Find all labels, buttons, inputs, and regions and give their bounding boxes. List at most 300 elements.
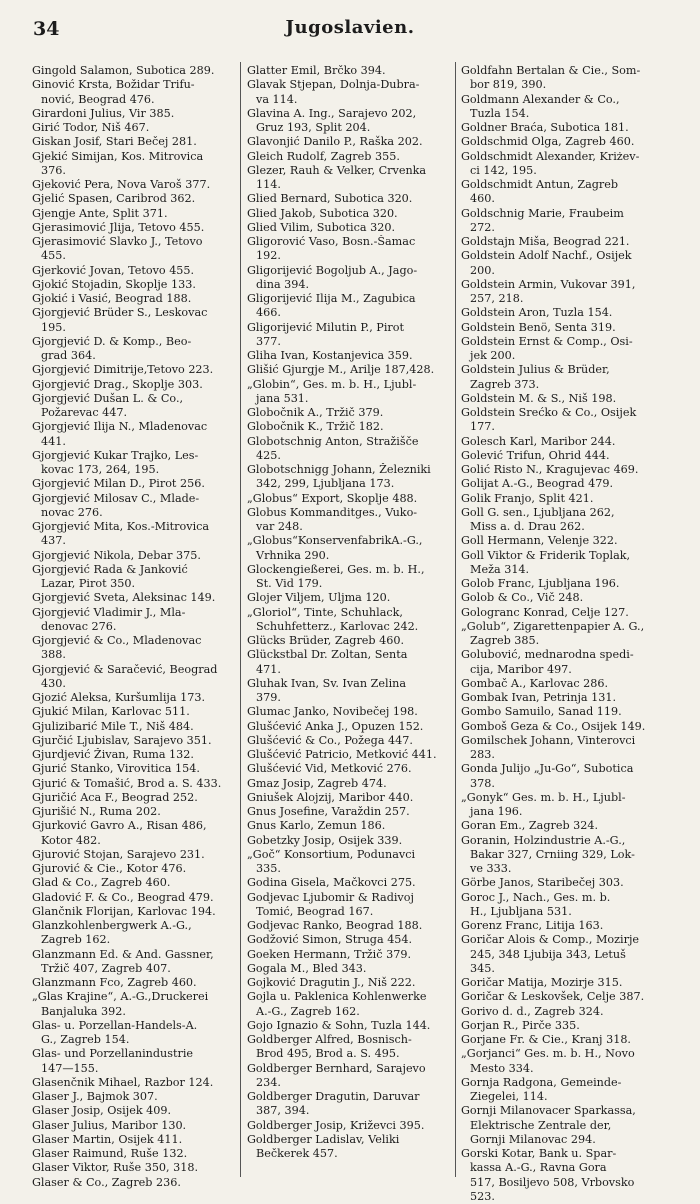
- entry-line: Glumac Janko, Novibečej 198.: [247, 705, 418, 719]
- entry-line: Goričar & Leskovšek, Celje 387.: [461, 990, 645, 1004]
- entry-continuation: 245, 348 Ljubija 343, Letuš: [470, 947, 626, 961]
- entry-line: Gjurović & Cie., Kotor 476.: [32, 862, 187, 875]
- entry-line: Gmaz Josip, Zagreb 474.: [247, 776, 387, 790]
- entry-line: Gjurić & Tomašić, Brod a. S. 433.: [32, 776, 222, 790]
- directory-entry: [247, 1062, 455, 1091]
- entry-line: Gjorgjević & Co., Mladenovac: [32, 634, 202, 647]
- directory-entry: [461, 876, 673, 890]
- entry-line: Gomboš Geza & Co., Osijek 149.: [461, 719, 646, 733]
- entry-line: Girardoni Julius, Vir 385.: [32, 106, 175, 120]
- entry-line: Gjurišić N., Ruma 202.: [32, 805, 161, 818]
- directory-entry: [461, 1104, 673, 1147]
- directory-entry: [32, 520, 240, 549]
- entry-continuation: Elektrische Zentrale der,: [470, 1118, 612, 1132]
- directory-entry: [247, 677, 455, 706]
- directory-entry: [461, 705, 673, 719]
- entry-line: Golić Risto N., Kragujevac 469.: [461, 463, 639, 476]
- entry-line: Gomilschek Johann, Vinterovci: [461, 733, 636, 747]
- entry-line: Glišić Gjurgje M., Arilje 187,428.: [247, 363, 435, 377]
- column-rule: [455, 62, 456, 1177]
- entry-line: Goldstein Benö, Senta 319.: [461, 320, 616, 334]
- entry-line: Gjurović Stojan, Sarajevo 231.: [32, 847, 205, 861]
- directory-column-3: [461, 64, 673, 1204]
- entry-line: Gjukić Milan, Karlovac 511.: [32, 705, 190, 719]
- directory-entry: [461, 477, 673, 491]
- entry-line: Glavonjić Danilo P., Raška 202.: [247, 135, 423, 149]
- entry-line: Gnus Karlo, Zemun 186.: [247, 819, 386, 833]
- entry-line: Gorski Kotar, Bank u. Spar-: [461, 1147, 617, 1160]
- entry-continuation: G., Zagreb 154.: [41, 1033, 130, 1046]
- directory-entry: [247, 1033, 455, 1062]
- entry-continuation: var 248.: [256, 520, 303, 533]
- entry-line: Glaser Martin, Osijek 411.: [32, 1132, 183, 1146]
- entry-continuation: denovac 276.: [41, 619, 117, 633]
- entry-line: Gjengje Ante, Split 371.: [32, 206, 168, 220]
- directory-entry: [461, 135, 673, 149]
- directory-entry: [247, 648, 455, 677]
- entry-continuation: Vrhnika 290.: [256, 548, 330, 562]
- directory-entry: [32, 848, 240, 862]
- entry-continuation: 345.: [470, 961, 495, 975]
- entry-line: Gjuričić Aca F., Beograd 252.: [32, 790, 198, 804]
- directory-entry: [32, 990, 240, 1019]
- entry-continuation: va 114.: [256, 92, 298, 106]
- directory-entry: [461, 335, 673, 364]
- directory-entry: [247, 235, 455, 264]
- entry-line: Glockengießerei, Ges. m. b. H.,: [247, 562, 425, 576]
- directory-entry: [32, 1161, 240, 1175]
- entry-line: Glušćević & Co., Požega 447.: [247, 733, 413, 747]
- entry-line: Goldschmidt Alexander, Kriżev-: [461, 149, 640, 163]
- directory-entry: [247, 321, 455, 350]
- entry-continuation: Miss a. d. Drau 262.: [470, 520, 585, 533]
- directory-entry: [247, 378, 455, 407]
- directory-entry: [247, 1019, 455, 1033]
- directory-entry: [32, 1133, 240, 1147]
- entry-continuation: Gornji Milanovac 294.: [470, 1132, 596, 1146]
- directory-entry: [247, 705, 455, 719]
- entry-line: Gojo Ignazio & Sohn, Tuzla 144.: [247, 1018, 431, 1032]
- entry-continuation: novac 276.: [41, 505, 103, 519]
- entry-line: Glad & Co., Zagreb 460.: [32, 876, 171, 890]
- entry-continuation: Zagreb 162.: [41, 933, 111, 947]
- directory-entry: [247, 207, 455, 221]
- entry-line: „Globin“, Ges. m. b. H., Ljubl-: [247, 377, 417, 391]
- entry-continuation: Bečkerek 457.: [256, 1147, 338, 1160]
- entry-continuation: dina 394.: [256, 277, 310, 291]
- directory-entry: [32, 192, 240, 206]
- directory-entry: [247, 1119, 455, 1133]
- entry-continuation: Tuzla 154.: [470, 106, 530, 120]
- directory-entry: [32, 563, 240, 592]
- entry-line: Gjorgjević Ilija N., Mladenovac: [32, 420, 208, 434]
- directory-entry: [461, 363, 673, 392]
- entry-line: Gjulizibarić Mile T., Niš 484.: [32, 719, 194, 733]
- entry-line: Gorivo d. d., Zagreb 324.: [461, 1004, 604, 1018]
- entry-line: Glanzmann Ed. & And. Gassner,: [32, 947, 214, 961]
- entry-line: Glied Jakob, Subotica 320.: [247, 206, 398, 220]
- entry-line: Gjerasimović Slavko J., Tetovo: [32, 235, 203, 248]
- entry-continuation: 388.: [41, 648, 66, 662]
- directory-entry: [32, 292, 240, 306]
- directory-entry: [247, 292, 455, 321]
- directory-entry: [32, 1090, 240, 1104]
- entry-continuation: Zagreb 385.: [470, 634, 540, 647]
- directory-entry: [461, 720, 673, 734]
- entry-continuation: 376.: [41, 163, 66, 177]
- entry-continuation: 425.: [256, 448, 281, 462]
- entry-line: Gjorgjević D. & Komp., Beo-: [32, 334, 192, 348]
- entry-continuation: 114.: [256, 178, 281, 191]
- directory-entry: [32, 178, 240, 192]
- directory-entry: [461, 791, 673, 820]
- entry-line: „Gorjanci“ Ges. m. b. H., Novo: [461, 1047, 635, 1061]
- directory-entry: [32, 1047, 240, 1076]
- entry-line: Gluhak Ivan, Sv. Ivan Zelina: [247, 676, 407, 690]
- directory-entry: [247, 349, 455, 363]
- entry-line: Goroc J., Nach., Ges. m. b.: [461, 890, 611, 904]
- directory-entry: [461, 734, 673, 763]
- entry-line: Gjeković Pera, Nova Varoš 377.: [32, 178, 211, 191]
- entry-line: Goldmann Alexander & Co.,: [461, 92, 620, 106]
- directory-entry: [247, 933, 455, 947]
- directory-entry: [32, 549, 240, 563]
- directory-entry: [32, 306, 240, 335]
- entry-line: Gojla u. Paklenica Kohlenwerke: [247, 990, 427, 1004]
- entry-line: Gonda Julijo „Ju-Go“, Subotica: [461, 762, 634, 776]
- entry-line: Gjorgjević & Saračević, Beograd: [32, 662, 218, 676]
- entry-line: Goldstein Adolf Nachf., Osijek: [461, 249, 632, 263]
- entry-line: Glas- u. Porzellan-Handels-A.: [32, 1018, 198, 1032]
- entry-line: Gnus Josefine, Varaždin 257.: [247, 805, 410, 818]
- directory-entry: [32, 1119, 240, 1133]
- entry-continuation: 517, Bosiljevo 508, Vrbovsko: [470, 1175, 635, 1189]
- directory-entry: [247, 435, 455, 464]
- entry-continuation: 200.: [470, 263, 495, 277]
- directory-entry: [461, 93, 673, 122]
- entry-continuation: 387, 394.: [256, 1104, 310, 1118]
- directory-entry: [32, 591, 240, 605]
- entry-line: Gjorgjević Sveta, Aleksinac 149.: [32, 591, 216, 605]
- directory-entry: [32, 634, 240, 663]
- entry-continuation: 460.: [470, 192, 495, 206]
- directory-entry: [461, 648, 673, 677]
- entry-line: Golijat A.-G., Beograd 479.: [461, 477, 614, 491]
- directory-entry: [32, 805, 240, 819]
- entry-continuation: cija, Maribor 497.: [470, 662, 572, 676]
- entry-line: Glančnik Florijan, Karlovac 194.: [32, 904, 216, 918]
- entry-line: Gjurković Gavro A., Risan 486,: [32, 819, 207, 833]
- entry-line: Gorjan R., Pirče 335.: [461, 1018, 580, 1032]
- directory-entry: [461, 606, 673, 620]
- directory-entry: [461, 435, 673, 449]
- entry-line: Gjerasimović Jlija, Tetovo 455.: [32, 220, 205, 234]
- directory-entry: [461, 449, 673, 463]
- directory-entry: [461, 121, 673, 135]
- directory-entry: [32, 477, 240, 491]
- entry-continuation: 430.: [41, 676, 66, 690]
- entry-line: Goldstein M. & S., Niš 198.: [461, 391, 617, 405]
- entry-line: Ginović Krsta, Božidar Trifu-: [32, 78, 195, 92]
- entry-line: Golob & Co., Vič 248.: [461, 591, 584, 605]
- directory-entry: [247, 734, 455, 748]
- entry-continuation: 283.: [470, 748, 495, 761]
- entry-line: Gojković Dragutin J., Niš 222.: [247, 976, 416, 989]
- directory-entry: [247, 805, 455, 819]
- entry-line: Glied Vilim, Subotica 320.: [247, 220, 396, 234]
- entry-line: Glücks Brüder, Zagreb 460.: [247, 634, 405, 647]
- entry-continuation: jek 200.: [470, 349, 516, 362]
- entry-line: Goldstajn Miša, Beograd 221.: [461, 235, 630, 248]
- entry-line: Glas- und Porzellanindustrie: [32, 1047, 194, 1061]
- directory-entry: [32, 221, 240, 235]
- entry-continuation: grad 364.: [41, 349, 96, 362]
- entry-line: „Globus“KonservenfabrikA.-G.,: [247, 534, 423, 548]
- directory-entry: [32, 862, 240, 876]
- entry-line: Gorenz Franc, Litija 163.: [461, 919, 604, 932]
- entry-continuation: 234.: [256, 1075, 281, 1089]
- directory-entry: [247, 221, 455, 235]
- entry-line: Gjerković Jovan, Tetovo 455.: [32, 263, 195, 277]
- entry-continuation: 195.: [41, 320, 66, 334]
- directory-entry: [461, 492, 673, 506]
- directory-entry: [247, 819, 455, 833]
- entry-line: „Goč“ Konsortium, Podunavci: [247, 847, 416, 861]
- directory-entry: [247, 150, 455, 164]
- entry-continuation: 378.: [470, 776, 495, 790]
- entry-line: Gjorgjević Milan D., Pirot 256.: [32, 477, 205, 491]
- directory-entry: [32, 1147, 240, 1161]
- entry-line: Gjorgjević Kukar Trajko, Les-: [32, 448, 199, 462]
- directory-entry: [247, 591, 455, 605]
- directory-entry: [247, 748, 455, 762]
- entry-continuation: 377.: [256, 334, 281, 348]
- entry-continuation: 272.: [470, 220, 495, 234]
- entry-continuation: Kotor 482.: [41, 833, 101, 847]
- directory-entry: [32, 791, 240, 805]
- entry-line: Glaser & Co., Zagreb 236.: [32, 1175, 181, 1189]
- entry-line: Globočnik A., Tržič 379.: [247, 406, 384, 419]
- entry-line: Goldberger Josip, Križevci 395.: [247, 1118, 425, 1132]
- directory-entry: [461, 677, 673, 691]
- entry-continuation: Požarevac 447.: [41, 406, 128, 419]
- directory-entry: [461, 762, 673, 791]
- directory-entry: [461, 306, 673, 320]
- directory-entry: [32, 748, 240, 762]
- entry-line: Glaser J., Bajmok 307.: [32, 1090, 158, 1103]
- entry-continuation: kassa A.-G., Ravna Gora: [470, 1161, 607, 1175]
- entry-line: Goldfahn Bertalan & Cie., Som-: [461, 64, 641, 77]
- entry-line: Glaser Julius, Maribor 130.: [32, 1118, 187, 1132]
- directory-entry: [461, 506, 673, 535]
- directory-entry: [461, 150, 673, 179]
- entry-continuation: A.-G., Zagreb 162.: [256, 1004, 360, 1018]
- directory-entry: [461, 278, 673, 307]
- directory-entry: [461, 549, 673, 578]
- entry-continuation: ve 333.: [470, 862, 512, 875]
- entry-line: Goldberger Alfred, Bosnisch-: [247, 1033, 412, 1046]
- entry-line: Goranin, Holzindustrie A.-G.,: [461, 833, 626, 847]
- entry-line: Glaser Viktor, Ruše 350, 318.: [32, 1161, 199, 1175]
- directory-entry: [32, 948, 240, 977]
- entry-line: Glaser Raimund, Ruše 132.: [32, 1147, 188, 1160]
- entry-continuation: bor 819, 390.: [470, 78, 547, 92]
- directory-entry: [247, 777, 455, 791]
- entry-line: Glavak Stjepan, Dolnja-Dubra-: [247, 78, 420, 92]
- entry-continuation: ci 142, 195.: [470, 163, 537, 177]
- directory-entry: [247, 791, 455, 805]
- entry-line: Goldstein Armin, Vukovar 391,: [461, 277, 636, 291]
- directory-entry: [247, 720, 455, 734]
- directory-entry: [461, 933, 673, 976]
- directory-entry: [32, 78, 240, 107]
- directory-entry: [247, 891, 455, 920]
- entry-line: Godžović Simon, Struga 454.: [247, 933, 413, 947]
- entry-continuation: Gruz 193, Split 204.: [256, 121, 371, 134]
- entry-line: Gjorgjević Dimitrije,Tetovo 223.: [32, 363, 214, 377]
- entry-continuation: Brod 495, Brod a. S. 495.: [256, 1047, 400, 1061]
- directory-entry: [247, 762, 455, 776]
- directory-entry: [461, 406, 673, 435]
- entry-line: Goldschnig Marie, Fraubeim: [461, 206, 624, 220]
- entry-line: Glanzmann Fco, Zagreb 460.: [32, 976, 197, 989]
- entry-continuation: Schuhfetterz., Karlovac 242.: [256, 619, 419, 633]
- entry-line: Gombo Samuilo, Sanad 119.: [461, 705, 622, 719]
- directory-entry: [247, 135, 455, 149]
- directory-entry: [32, 606, 240, 635]
- directory-entry: [247, 976, 455, 990]
- directory-entry: [32, 264, 240, 278]
- directory-column-2: [247, 64, 455, 1161]
- directory-entry: [32, 492, 240, 521]
- directory-entry: [247, 506, 455, 535]
- directory-entry: [461, 976, 673, 990]
- entry-continuation: jana 531.: [256, 391, 309, 405]
- directory-entry: [247, 463, 455, 492]
- entry-line: „Globus“ Export, Skoplje 488.: [247, 491, 418, 505]
- entry-line: Globotschnigg Johann, Železniki: [247, 463, 431, 476]
- entry-line: Glatter Emil, Brčko 394.: [247, 64, 386, 77]
- entry-line: Golubović, mednarodna spedi-: [461, 648, 634, 662]
- entry-line: Gingold Salamon, Subotica 289.: [32, 64, 215, 77]
- directory-entry: [32, 1076, 240, 1090]
- entry-line: Gjorgjević Dušan L. & Co.,: [32, 391, 184, 405]
- entry-line: Goldstein Ernst & Comp., Osi-: [461, 334, 633, 348]
- entry-continuation: 177.: [470, 420, 495, 434]
- directory-entry: [32, 107, 240, 121]
- entry-line: Gjorgjević Brüder S., Leskovac: [32, 306, 208, 320]
- entry-continuation: 441.: [41, 434, 66, 448]
- entry-line: „Golub“, Zigarettenpapier A. G.,: [461, 619, 645, 633]
- entry-line: Goll Viktor & Friderik Toplak,: [461, 548, 631, 562]
- directory-entry: [32, 1019, 240, 1048]
- directory-entry: [32, 663, 240, 692]
- entry-line: Golević Trifun, Ohrid 444.: [461, 448, 610, 462]
- directory-entry: [32, 734, 240, 748]
- directory-entry: [247, 164, 455, 193]
- directory-entry: [32, 207, 240, 221]
- entry-continuation: Tržič 407, Zagreb 407.: [41, 961, 171, 975]
- column-rule: [240, 62, 241, 1177]
- entry-line: Görbe Janos, Staribečej 303.: [461, 876, 624, 890]
- directory-entry: [461, 249, 673, 278]
- entry-line: „Gonyk“ Ges. m. b. H., Ljubl-: [461, 790, 626, 804]
- entry-line: Gjorgjević Mita, Kos.-Mitrovica: [32, 520, 210, 533]
- entry-line: Godjevac Ranko, Beograd 188.: [247, 919, 423, 932]
- directory-entry: [32, 819, 240, 848]
- directory-entry: [32, 449, 240, 478]
- directory-entry: [247, 406, 455, 420]
- directory-entry: [461, 1019, 673, 1033]
- entry-line: Gombak Ivan, Petrinja 131.: [461, 691, 617, 704]
- directory-column-1: [32, 64, 240, 1190]
- directory-entry: [32, 876, 240, 890]
- directory-entry: [461, 620, 673, 649]
- directory-entry: [32, 720, 240, 734]
- entry-line: Globočnik K., Tržič 182.: [247, 420, 384, 434]
- entry-line: Goeken Hermann, Tržič 379.: [247, 947, 411, 961]
- entry-continuation: 471.: [256, 662, 281, 676]
- entry-line: Gjorgjević Milosav C., Mlade-: [32, 491, 200, 505]
- entry-line: Gligorijević Milutin P., Pirot: [247, 320, 404, 334]
- entry-continuation: 342, 299, Ljubljana 173.: [256, 477, 395, 491]
- entry-continuation: Zagreb 373.: [470, 377, 540, 391]
- entry-line: Gjelić Spasen, Caribrod 362.: [32, 192, 196, 206]
- running-head: Jugoslavien.: [285, 17, 415, 38]
- entry-line: Glied Bernard, Subotica 320.: [247, 192, 413, 206]
- entry-continuation: 147—155.: [41, 1061, 99, 1075]
- directory-entry: [247, 848, 455, 877]
- entry-line: Goldschmid Olga, Zagreb 460.: [461, 135, 635, 149]
- entry-line: Gjorgjević Vladimir J., Mla-: [32, 605, 186, 619]
- entry-line: Goričar Matija, Mozirje 315.: [461, 976, 623, 989]
- entry-line: Gornji Milanovacer Sparkassa,: [461, 1104, 636, 1118]
- directory-entry: [461, 1033, 673, 1047]
- entry-line: Glasenčnik Mihael, Razbor 124.: [32, 1075, 214, 1089]
- entry-line: Gjurdjević Živan, Ruma 132.: [32, 748, 194, 761]
- directory-entry: [32, 363, 240, 377]
- entry-line: Gjorgjević Nikola, Debar 375.: [32, 548, 201, 562]
- directory-entry: [247, 492, 455, 506]
- directory-entry: [461, 1147, 673, 1204]
- entry-line: Gniušek Alojzij, Maribor 440.: [247, 790, 414, 804]
- entry-line: Goldberger Bernhard, Sarajevo: [247, 1061, 426, 1075]
- entry-line: „Glas Krajine“, A.-G.,Druckerei: [32, 990, 209, 1004]
- directory-entry: [247, 634, 455, 648]
- entry-continuation: jana 196.: [470, 805, 523, 818]
- directory-entry: [32, 121, 240, 135]
- entry-line: Golik Franjo, Split 421.: [461, 491, 594, 505]
- directory-entry: [461, 591, 673, 605]
- directory-entry: [247, 948, 455, 962]
- entry-line: Goričar Alois & Comp., Mozirje: [461, 933, 640, 947]
- entry-continuation: Meža 314.: [470, 562, 530, 576]
- entry-continuation: Mesto 334.: [470, 1061, 534, 1075]
- entry-line: Giskan Josif, Stari Bečej 281.: [32, 135, 197, 149]
- directory-entry: [461, 577, 673, 591]
- directory-entry: [32, 64, 240, 78]
- entry-line: Gligorijević Bogoljub A., Jago-: [247, 263, 418, 277]
- entry-line: Gladović F. & Co., Beograd 479.: [32, 890, 214, 904]
- entry-line: Golesch Karl, Maribor 244.: [461, 434, 616, 448]
- entry-line: Gjokić Stojadin, Skoplje 133.: [32, 277, 196, 291]
- entry-line: Goll G. sen., Ljubljana 262,: [461, 505, 615, 519]
- entry-continuation: Bakar 327, Crniing 329, Lok-: [470, 847, 635, 861]
- entry-line: Gjurić Stanko, Virovitica 154.: [32, 762, 200, 776]
- entry-continuation: 257, 218.: [470, 292, 524, 305]
- entry-continuation: St. Vid 179.: [256, 577, 323, 590]
- directory-entry: [461, 463, 673, 477]
